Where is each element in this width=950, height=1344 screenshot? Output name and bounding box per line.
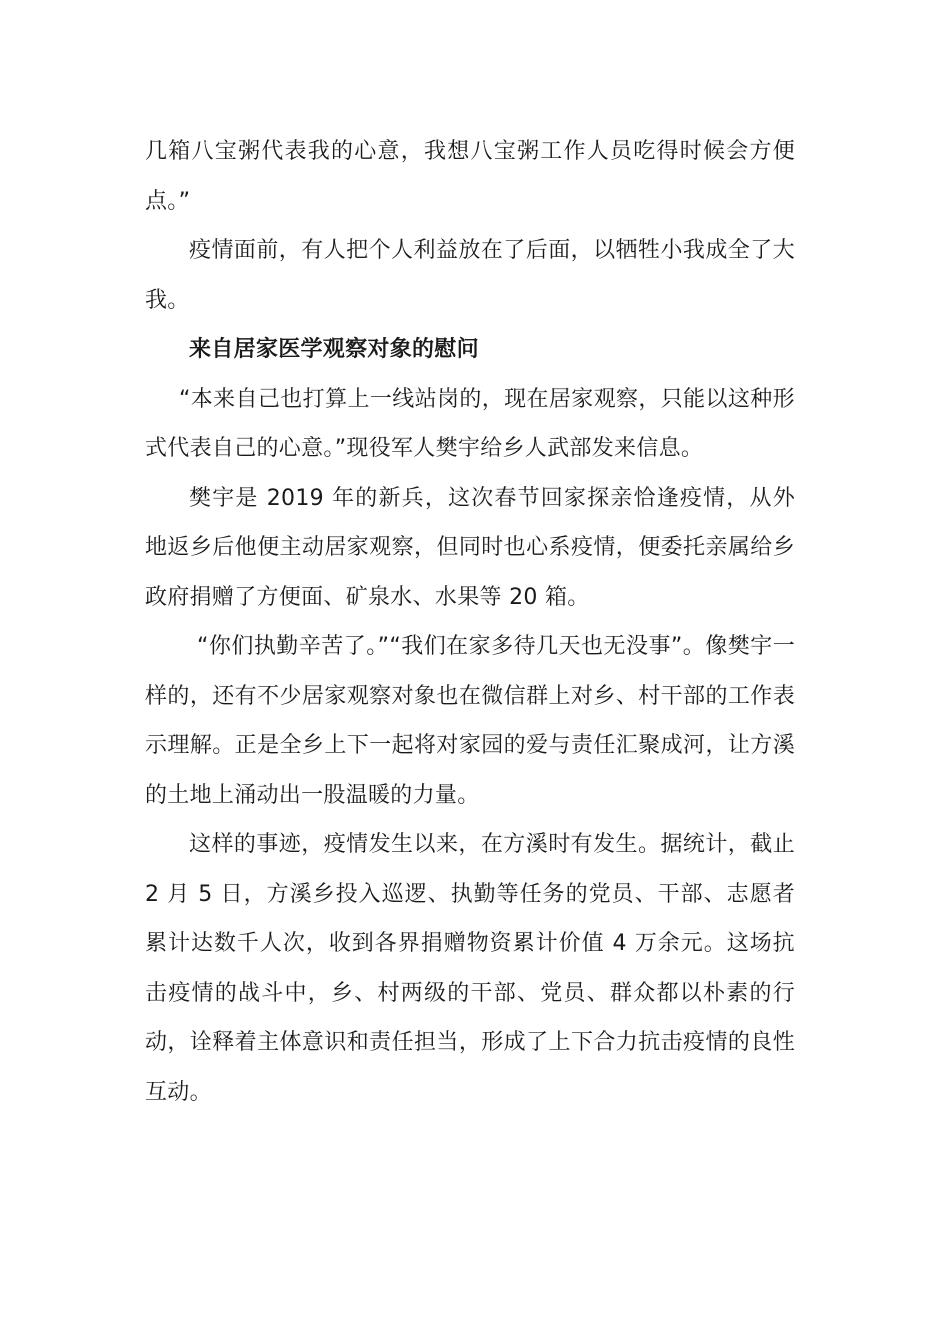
paragraph-fanyu-donation: 樊宇是 2019 年的新兵，这次春节回家探亲恰逢疫情，从外地返乡后他便主动居家观察，但同时也心系疫情，便委托亲属给乡政府捐赠了方便面、矿泉水、水果等 20 箱。: [145, 485, 795, 610]
paragraph-sacrifice: 疫情面前，有人把个人利益放在了后面，以牺牲小我成全了大我。: [145, 238, 795, 313]
paragraph-continuation: 几箱八宝粥代表我的心意，我想八宝粥工作人员吃得时候会方便点。”: [145, 139, 795, 214]
paragraph-quote-fanyu: “本来自己也打算上一线站岗的，现在居家观察，只能以这种形式代表自己的心意。”现役军人樊宇给乡人武部发来信息。: [145, 386, 795, 461]
paragraph-statistics: 这样的事迹，疫情发生以来，在方溪时有发生。据统计，截止 2 月 5 日，方溪乡投入巡逻、执勤等任务的党员、干部、志愿者累计达数千人次，收到各界捐赠物资累计价值 4 万余元。这场抗击疫情的战斗中，乡、村两级的干部、党员、群众都以朴素的行动，诠释着主体意识和责任担当，形成了上下合力抗击疫情的良性互动。: [145, 832, 795, 1105]
section-heading: 来自居家医学观察对象的慰问: [189, 337, 479, 362]
document-body: [145, 127, 795, 1117]
paragraph-observers: “你们执勤辛苦了。”“我们在家多待几天也无没事”。像樊宇一样的，还有不少居家观察对象也在微信群上对乡、村干部的工作表示理解。正是全乡上下一起将对家园的爱与责任汇聚成河，让方溪的土地上涌动出一股温暖的力量。: [145, 634, 795, 808]
